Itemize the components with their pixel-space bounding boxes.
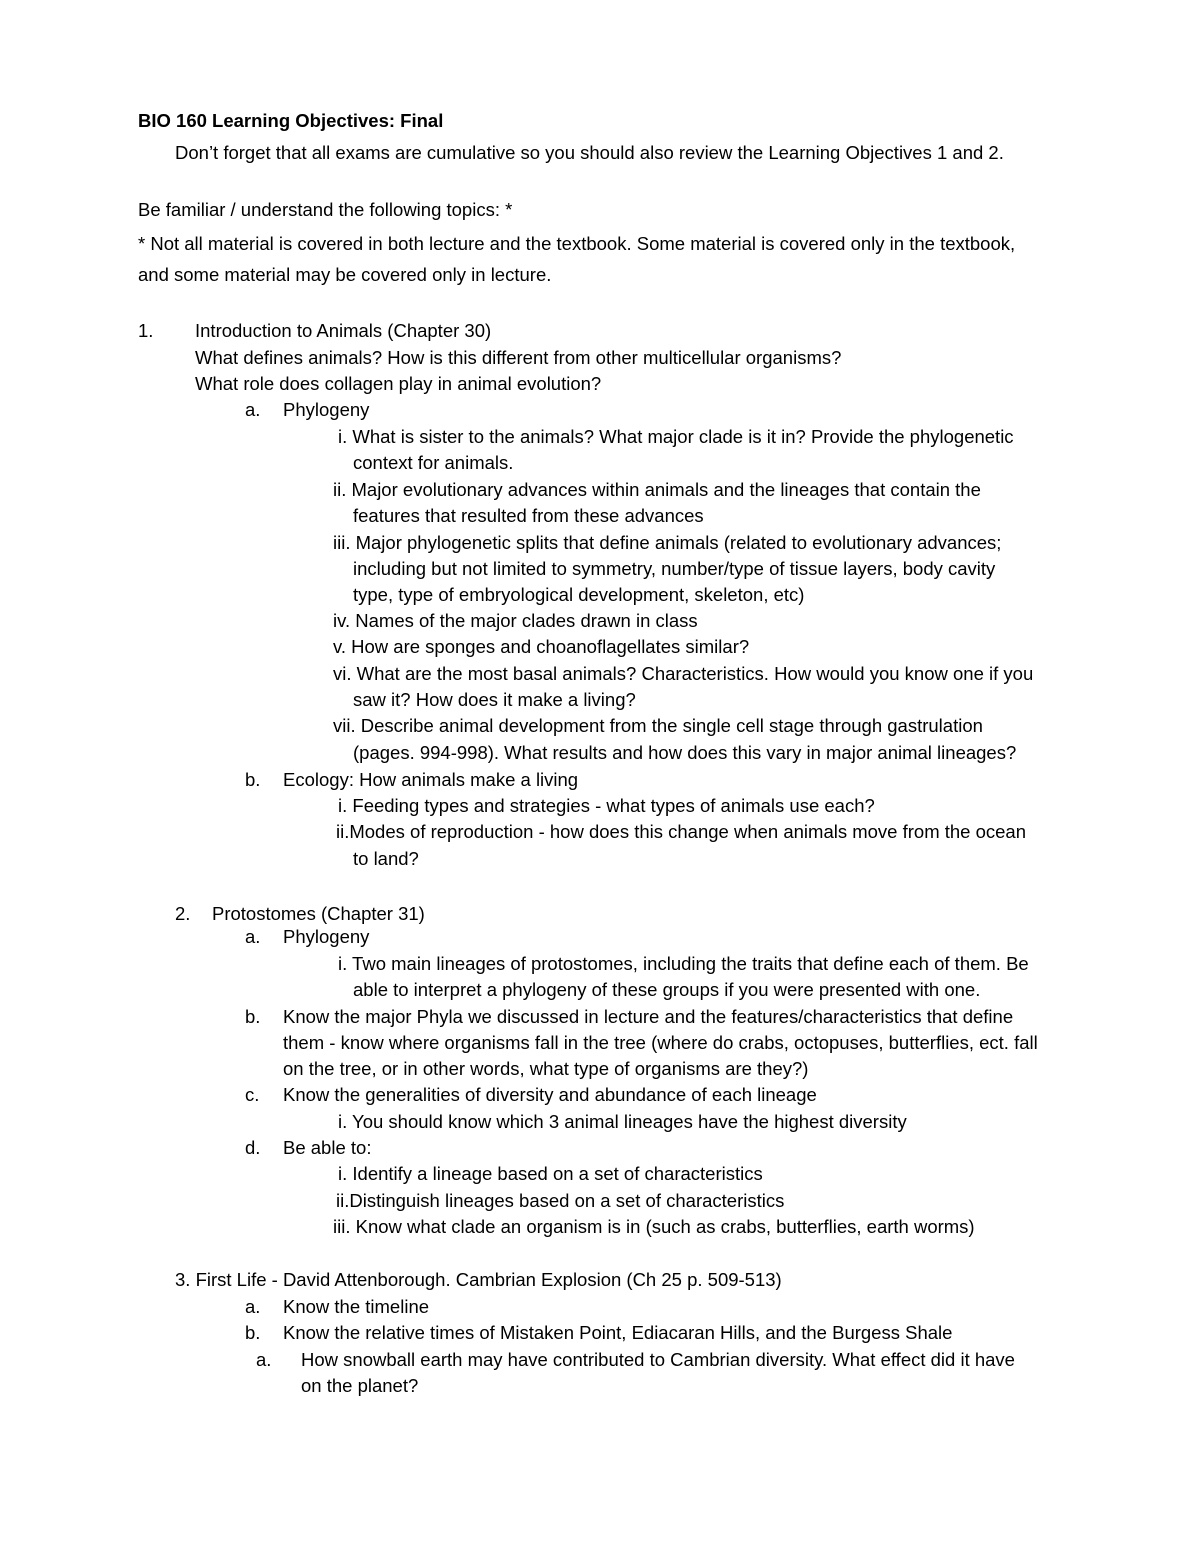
item-continuation: on the tree, or in other words, what type of organisms are they?)	[283, 1058, 809, 1079]
item-continuation: them - know where organisms fall in the tree (where do crabs, octopuses, butterflies, ect. fall	[283, 1032, 1038, 1053]
sub-item-text: iii. Major phylogenetic splits that define animals (related to evolutionary advances;	[333, 532, 1002, 553]
sub-item-text: i. Identify a lineage based on a set of characteristics	[338, 1163, 763, 1184]
item-label: Ecology: How animals make a living	[283, 769, 579, 790]
sub-item-text: v. How are sponges and choanoflagellates similar?	[333, 636, 750, 657]
sub-item-text: iii. Know what clade an organism is in (such as crabs, butterflies, earth worms)	[333, 1216, 975, 1237]
section-number: 2.	[175, 903, 191, 924]
sub-item-continuation: (pages. 994-998). What results and how does this vary in major animal lineages?	[353, 742, 1017, 763]
sub-item-text: vii. Describe animal development from the single cell stage through gastrulation	[333, 715, 983, 736]
question-text: What defines animals? How is this different from other multicellular organisms?	[195, 347, 842, 368]
sub-item-continuation: to land?	[353, 848, 419, 869]
item-marker: b.	[245, 1322, 261, 1343]
item-label: Know the generalities of diversity and abundance of each lineage	[283, 1084, 817, 1105]
sub-item-text: i. You should know which 3 animal lineages have the highest diversity	[338, 1111, 907, 1132]
sub-item-continuation: able to interpret a phylogeny of these groups if you were presented with one.	[353, 979, 981, 1000]
item-marker: a.	[256, 1349, 272, 1370]
sub-item-continuation: saw it? How does it make a living?	[353, 689, 636, 710]
item-label: Know the relative times of Mistaken Point, Ediacaran Hills, and the Burgess Shale	[283, 1322, 953, 1343]
sub-item-continuation: features that resulted from these advances	[353, 505, 704, 526]
item-marker: a.	[245, 1296, 261, 1317]
intro-line: Be familiar / understand the following topics: *	[138, 199, 513, 220]
section-heading: Introduction to Animals (Chapter 30)	[195, 320, 492, 341]
item-marker: a.	[245, 399, 261, 420]
sub-item-continuation: type, type of embryological development, skeleton, etc)	[353, 584, 805, 605]
intro-note-line: and some material may be covered only in lecture.	[138, 264, 552, 285]
item-marker: a.	[245, 926, 261, 947]
sub-item-text: i. Feeding types and strategies - what types of animals use each?	[338, 795, 875, 816]
sub-item-text: ii. Major evolutionary advances within animals and the lineages that contain the	[333, 479, 981, 500]
sub-item-continuation: including but not limited to symmetry, number/type of tissue layers, body cavity	[353, 558, 996, 579]
item-label: Phylogeny	[283, 399, 370, 420]
sub-item-continuation: context for animals.	[353, 452, 514, 473]
sub-item-text: i. Two main lineages of protostomes, including the traits that define each of them. Be	[338, 953, 1029, 974]
sub-item-text: ii.Modes of reproduction - how does this change when animals move from the ocean	[336, 821, 1027, 842]
item-marker: b.	[245, 1006, 261, 1027]
question-text: What role does collagen play in animal evolution?	[195, 373, 602, 394]
item-continuation: on the planet?	[301, 1375, 419, 1396]
item-marker: d.	[245, 1137, 261, 1158]
item-marker: b.	[245, 769, 261, 790]
sub-item-text: i. What is sister to the animals? What major clade is it in? Provide the phylogenetic	[338, 426, 1014, 447]
intro-note-line: * Not all material is covered in both lecture and the textbook. Some material is covered only in the textbook,	[138, 233, 1016, 254]
sub-item-text: ii.Distinguish lineages based on a set of characteristics	[336, 1190, 785, 1211]
item-text: How snowball earth may have contributed to Cambrian diversity. What effect did it have	[301, 1349, 1015, 1370]
section-heading: 3. First Life - David Attenborough. Cambrian Explosion (Ch 25 p. 509-513)	[175, 1269, 782, 1290]
item-text: Know the major Phyla we discussed in lecture and the features/characteristics that define	[283, 1006, 1014, 1027]
sub-item-text: vi. What are the most basal animals? Characteristics. How would you know one if you	[333, 663, 1034, 684]
section-number: 1.	[138, 320, 154, 341]
item-label: Be able to:	[283, 1137, 372, 1158]
item-label: Know the timeline	[283, 1296, 430, 1317]
sub-item-text: iv. Names of the major clades drawn in class	[333, 610, 698, 631]
reminder-text: Don’t forget that all exams are cumulative so you should also review the Learning Objectives 1 and 2.	[175, 142, 1004, 163]
document-title: BIO 160 Learning Objectives: Final	[138, 110, 444, 131]
section-heading: Protostomes (Chapter 31)	[212, 903, 425, 924]
item-label: Phylogeny	[283, 926, 370, 947]
item-marker: c.	[245, 1084, 260, 1105]
